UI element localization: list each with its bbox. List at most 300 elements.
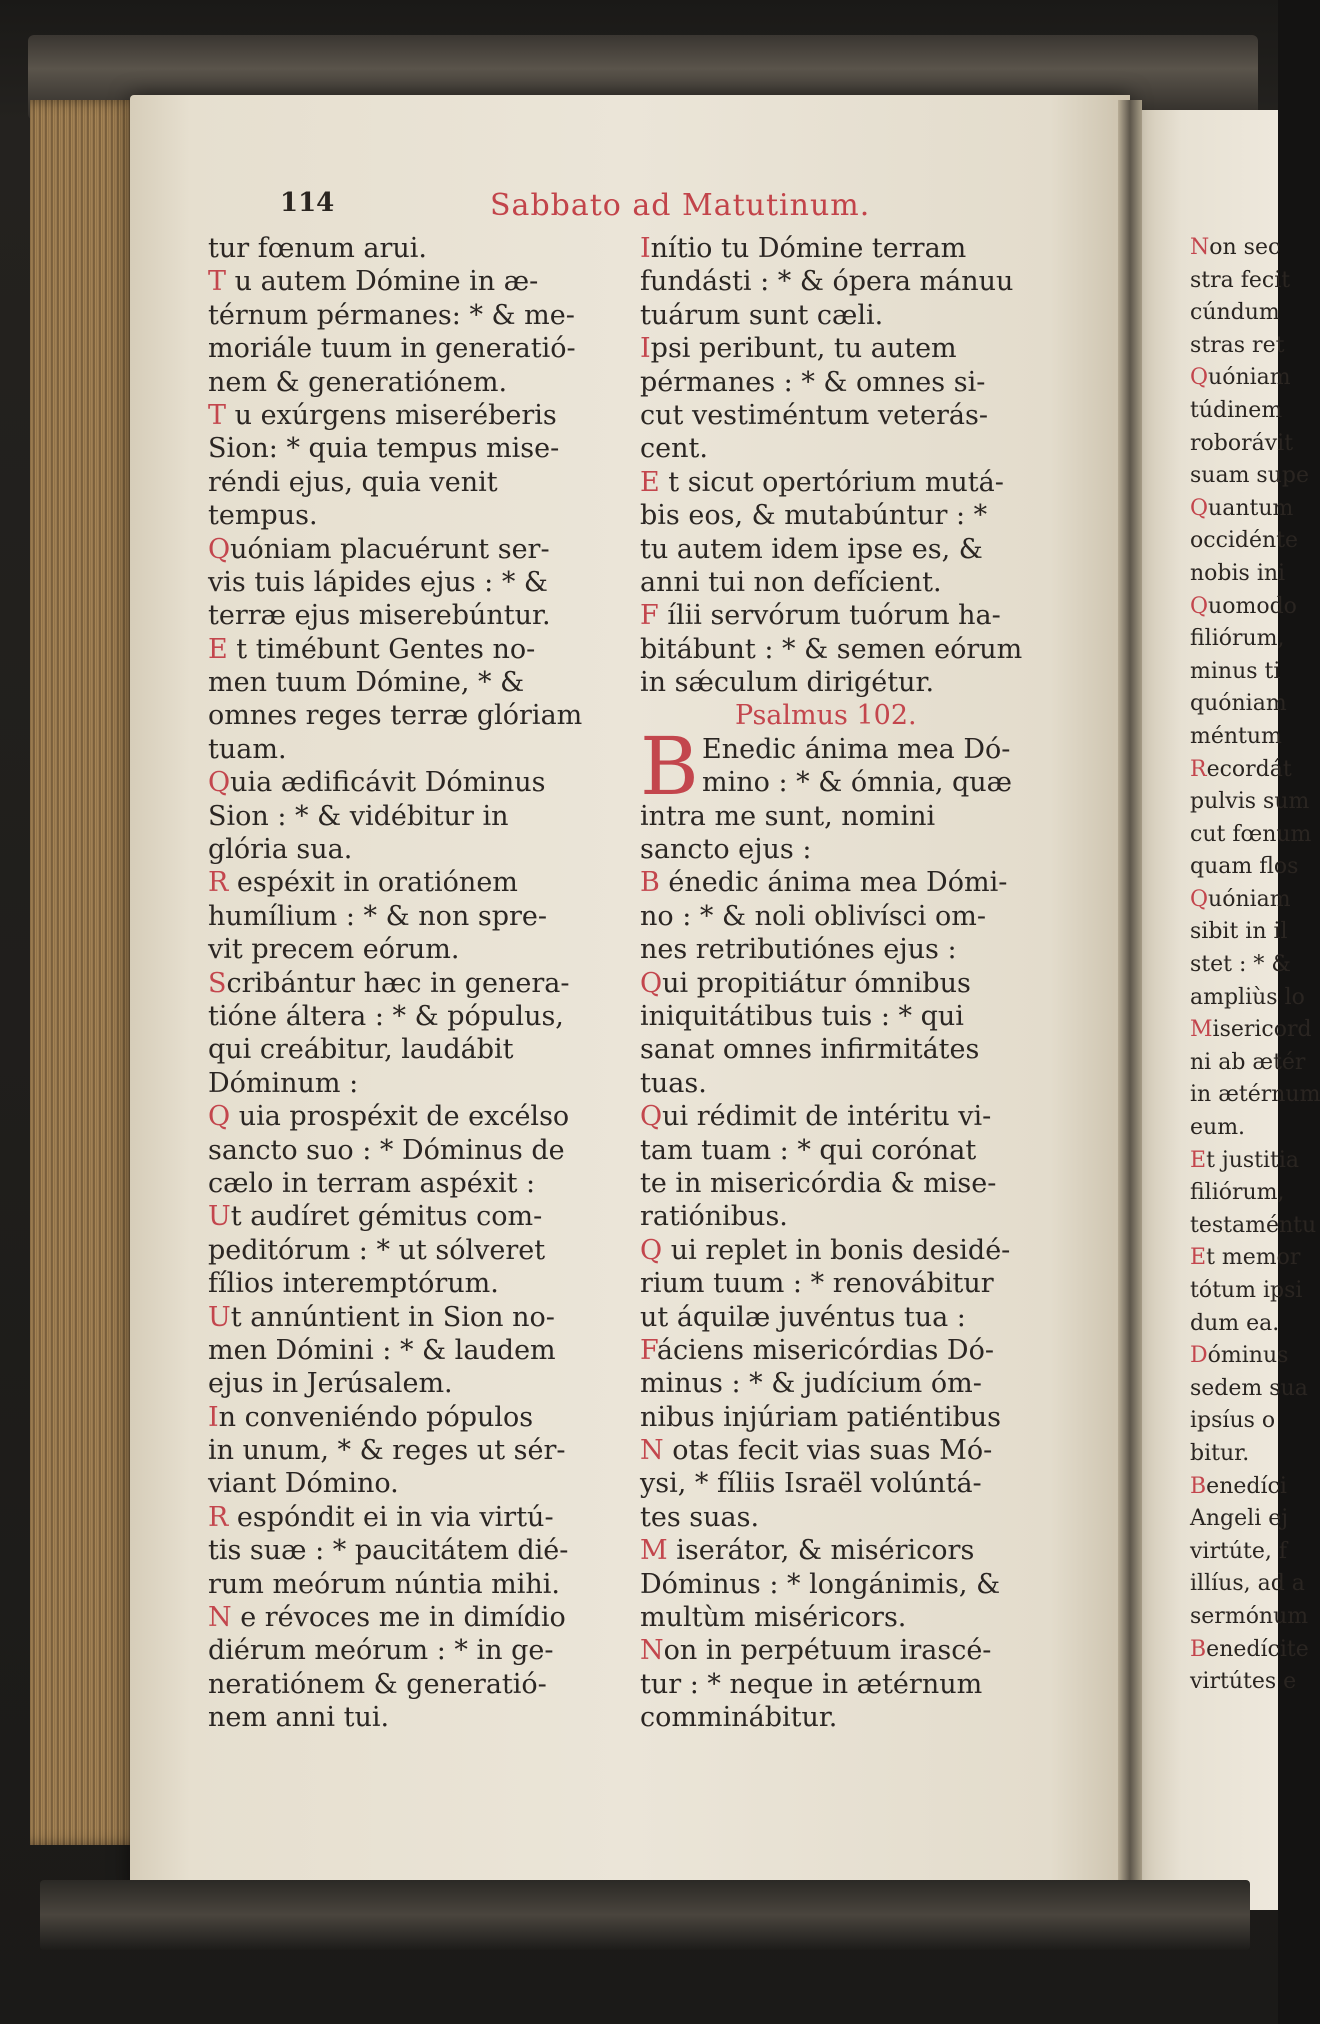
line-text: tes suas.: [640, 1501, 760, 1533]
line-text: pérmanes : * & omnes si-: [640, 366, 986, 398]
line-text: enedícite: [1206, 1636, 1309, 1662]
line-text: moriále tuum in generatió-: [208, 333, 576, 365]
text-line: [208, 1401, 628, 1434]
line-text: ecordát: [1206, 756, 1292, 782]
rubric-initial: Q: [1190, 495, 1209, 521]
rubric-initial: R: [208, 1501, 229, 1533]
rubric-initial: U: [208, 1301, 231, 1333]
line-text: Dóminus : * longánimis, &: [640, 1568, 1001, 1600]
line-text: neratiónem & generatió-: [208, 1668, 547, 1700]
line-text: virtúte, f: [1190, 1538, 1287, 1564]
text-line: [1190, 1536, 1287, 1569]
line-text: rium tuum : * renovábitur: [640, 1268, 994, 1300]
line-text: espóndit ei in via virtú-: [228, 1501, 554, 1533]
text-line: [640, 1568, 1058, 1601]
line-text: tióne áltera : * & pópulus,: [208, 1000, 564, 1032]
line-text: e révoces me in dimídio: [231, 1602, 566, 1634]
line-text: tur fœnum arui.: [208, 233, 427, 264]
line-text: comminábitur.: [640, 1702, 838, 1734]
rubric-initial: E: [208, 633, 228, 665]
text-line: [1190, 1601, 1309, 1634]
text-line: [640, 1601, 1058, 1634]
line-text: sedem sua: [1190, 1375, 1308, 1401]
line-text: sermónum: [1190, 1603, 1309, 1629]
text-line: [640, 1634, 1058, 1667]
rubric-initial: Q: [1190, 365, 1209, 391]
line-text: t justitia: [1206, 1147, 1300, 1173]
text-line: [208, 1301, 628, 1334]
rubric-initial: F: [640, 1334, 657, 1366]
text-line: [640, 1701, 1058, 1734]
psalm-heading: Psalmus 102.: [735, 700, 917, 732]
line-text: sanat omnes infirmitátes: [640, 1034, 980, 1066]
rubric-initial: Q: [208, 767, 231, 799]
running-head-title: Sabbato ad Matutinum.: [490, 188, 871, 223]
text-line: [640, 232, 1058, 265]
text-line: [208, 1267, 628, 1300]
book-gutter: [1118, 100, 1142, 1890]
rubric-initial: F: [640, 600, 659, 632]
line-text: testaméntu: [1190, 1212, 1317, 1238]
text-line: [640, 1501, 1058, 1534]
text-line: [208, 699, 628, 732]
text-line: [640, 499, 1058, 532]
line-text: suam supe: [1190, 463, 1309, 489]
text-line: [1190, 1308, 1280, 1341]
rubric-initial: T: [208, 266, 227, 298]
line-text: ipsíus o: [1190, 1408, 1276, 1434]
rubric-initial: M: [640, 1535, 668, 1567]
text-line: [1190, 1242, 1301, 1275]
text-line: [640, 800, 1058, 833]
text-line: [640, 265, 1058, 298]
text-line: [1190, 1047, 1306, 1080]
text-line: [1190, 982, 1305, 1015]
rubric-initial: E: [1190, 1245, 1207, 1271]
text-line: [640, 900, 1058, 933]
text-line: [1190, 1177, 1285, 1210]
line-text: on in perpétuum irascé-: [663, 1635, 992, 1667]
text-line: [208, 466, 628, 499]
line-text: cent.: [640, 433, 708, 465]
line-text: nem & generatiónem.: [208, 366, 508, 398]
line-text: peditórum : * ut sólveret: [208, 1234, 546, 1266]
book-bottom-edge: [40, 1880, 1250, 1950]
line-text: ratiónibus.: [640, 1201, 788, 1233]
text-line: [640, 1668, 1058, 1701]
text-line: [640, 1200, 1058, 1233]
text-line: [208, 733, 628, 766]
line-text: Sion : * & vidébitur in: [208, 800, 509, 832]
line-text: glória sua.: [208, 834, 353, 866]
line-text: eum.: [1190, 1115, 1246, 1141]
text-line: [640, 633, 1058, 666]
line-text: tótum ipsi: [1190, 1278, 1303, 1303]
line-text: illíus, ad a: [1190, 1571, 1305, 1597]
line-text: espéxit in oratiónem: [228, 867, 518, 899]
text-line: [1190, 1568, 1305, 1601]
text-line: [1190, 688, 1287, 721]
line-text: cut vestiméntum veterás-: [640, 399, 988, 431]
line-text: t memor: [1206, 1245, 1301, 1271]
text-line: [640, 967, 1058, 1000]
line-text: bitur.: [1190, 1440, 1250, 1466]
line-text: u exúrgens miseréberis: [226, 399, 557, 431]
line-text: roborávit: [1190, 430, 1294, 456]
text-line: [208, 1000, 628, 1033]
text-line: [1190, 851, 1299, 884]
line-text: cúndum: [1190, 300, 1280, 326]
line-text: ampliùs lo: [1190, 984, 1305, 1010]
line-text: nítio tu Dómine terram: [650, 233, 967, 264]
text-line: [1190, 395, 1283, 428]
line-text: nes retributiónes ejus :: [640, 934, 957, 966]
text-line: [208, 1167, 628, 1200]
text-line: [208, 299, 628, 332]
line-text: humílium : * & non spre-: [208, 900, 548, 932]
line-text: iserátor, & miséricors: [667, 1535, 975, 1567]
text-line: [1190, 232, 1280, 265]
text-line: [1190, 1112, 1280, 1145]
line-text: uantum: [1208, 495, 1294, 521]
line-text: sancto suo : * Dóminus de: [208, 1134, 565, 1166]
line-text: terræ ejus miserebúntur.: [208, 600, 551, 632]
line-text: filiórum,: [1190, 626, 1285, 652]
line-text: dum ea.: [1190, 1310, 1280, 1336]
line-text: ejus in Jerúsalem.: [208, 1368, 453, 1400]
line-text: virtútes e: [1190, 1669, 1297, 1695]
line-text: áciens misericórdias Dó-: [656, 1334, 994, 1366]
text-line: [208, 1668, 628, 1701]
text-line: [1190, 1438, 1280, 1471]
text-line: [640, 1033, 1058, 1066]
line-text: on sec: [1209, 235, 1281, 260]
text-line: [1190, 362, 1291, 395]
rubric-initial: N: [640, 1635, 664, 1667]
text-line: [1190, 656, 1280, 689]
line-text: tu autem idem ipse es, &: [640, 533, 983, 565]
line-text: minus : * & judícium óm-: [640, 1368, 982, 1400]
text-line: [1190, 1145, 1300, 1178]
text-line: [640, 566, 1058, 599]
line-text: túdinem: [1190, 397, 1283, 423]
line-text: multùm miséricors.: [640, 1602, 907, 1634]
line-text: t timébunt Gentes no-: [227, 633, 536, 665]
text-line: [640, 933, 1058, 966]
line-text: sibit in il: [1190, 919, 1288, 945]
line-text: uóniam: [1208, 365, 1291, 391]
line-text: fundásti : * & ópera mánuu: [640, 266, 1014, 298]
line-text: cælo in terram aspéxit :: [208, 1167, 536, 1199]
line-text: tam tuam : * qui corónat: [640, 1134, 977, 1166]
text-line: [1190, 297, 1280, 330]
text-line: [640, 1267, 1058, 1300]
psalm-opening: [640, 719, 1058, 813]
line-text: tis suæ : * paucitátem dié-: [208, 1535, 569, 1567]
rubric-initial: N: [640, 1435, 664, 1467]
text-line: [1190, 786, 1310, 819]
line-text: ui propitiátur ómnibus: [662, 967, 971, 999]
left-text-column: [208, 232, 628, 1735]
rubric-initial: Q: [1190, 886, 1209, 912]
line-text: te in misericórdia & mise-: [640, 1167, 997, 1199]
rubric-initial: N: [1190, 235, 1210, 260]
line-text: nobis ini: [1190, 560, 1286, 586]
line-text: t annúntient in Sion no-: [230, 1301, 555, 1333]
text-line: [640, 1401, 1058, 1434]
rubric-initial: Q: [208, 533, 231, 565]
line-text: ui rédimit de intéritu vi-: [662, 1101, 992, 1133]
line-text: in ætérnum: [1190, 1082, 1320, 1108]
line-text: viant Dómino.: [208, 1468, 399, 1500]
text-line: [208, 533, 628, 566]
line-text: rum meórum núntia mihi.: [208, 1568, 560, 1600]
text-line: [1190, 558, 1286, 591]
line-text: tuas.: [640, 1067, 707, 1099]
text-line: [1190, 525, 1299, 558]
rubric-initial: R: [208, 867, 229, 899]
line-text: diérum meórum : * in ge-: [208, 1635, 554, 1667]
text-line: [208, 900, 628, 933]
line-text: Dóminum :: [208, 1067, 359, 1099]
text-line: [208, 399, 628, 432]
text-line: [640, 1067, 1058, 1100]
line-text: qui creábitur, laudábit: [208, 1034, 514, 1066]
text-line: [208, 1100, 628, 1133]
line-text: ni ab ætér: [1190, 1049, 1306, 1075]
rubric-initial: B: [640, 867, 660, 899]
line-text: otas fecit vias suas Mó-: [663, 1435, 993, 1467]
text-line: [208, 866, 628, 899]
text-line: [208, 833, 628, 866]
line-text: tempus.: [208, 500, 318, 532]
line-text: t sicut opertórium mutá-: [659, 466, 1004, 498]
text-line: [640, 1100, 1058, 1133]
line-text: sancto ejus :: [640, 834, 812, 866]
line-text: in sǽculum dirigétur.: [640, 667, 935, 699]
line-text: uomodo: [1208, 593, 1297, 619]
text-line: [1190, 623, 1285, 656]
text-line: [1190, 1079, 1320, 1112]
text-line: [208, 1568, 628, 1601]
text-line: [208, 1067, 628, 1100]
text-line: [208, 1134, 628, 1167]
text-line: [640, 833, 1058, 866]
text-line: [640, 1534, 1058, 1567]
text-line: [640, 599, 1058, 632]
text-line: [208, 599, 628, 632]
page-number: 114: [280, 188, 335, 218]
text-line: [208, 766, 628, 799]
text-line: [1190, 1014, 1312, 1047]
line-text: ílii servórum tuórum ha-: [658, 600, 1001, 632]
right-column-lower: [640, 800, 1058, 1735]
line-text: men Dómini : * & laudem: [208, 1334, 556, 1366]
line-text: bitábunt : * & semen eórum: [640, 633, 1023, 665]
line-text: vit precem eórum.: [208, 934, 460, 966]
text-line: [640, 533, 1058, 566]
line-text: quam flos: [1190, 854, 1299, 880]
line-text: uia prospéxit de excélso: [230, 1101, 570, 1133]
line-text: quóniam: [1190, 691, 1287, 717]
text-line: [1190, 1275, 1303, 1308]
line-text: men tuum Dómine, * &: [208, 667, 525, 699]
right-column-upper: [640, 232, 1058, 699]
text-line: [640, 366, 1058, 399]
line-text: anni tui non defícient.: [640, 566, 942, 598]
line-text: tur : * neque in ætérnum: [640, 1668, 983, 1700]
text-line: [1190, 1503, 1289, 1536]
line-text: nibus injúriam patiéntibus: [640, 1401, 1001, 1433]
line-text: stras ret: [1190, 332, 1285, 358]
line-text: nem anni tui.: [208, 1702, 390, 1734]
text-line: [208, 933, 628, 966]
text-line: [208, 566, 628, 599]
text-line: [640, 1367, 1058, 1400]
rubric-initial: B: [1190, 1473, 1207, 1499]
line-text: minus ti: [1190, 658, 1281, 684]
line-text: ut áquilæ juvéntus tua :: [640, 1301, 966, 1333]
text-line: [1190, 884, 1291, 917]
text-line: [208, 1467, 628, 1500]
text-line: [640, 399, 1058, 432]
rubric-initial: T: [208, 399, 227, 431]
text-line: [1190, 819, 1312, 852]
rubric-initial: I: [640, 233, 651, 264]
line-text: intra me sunt, nomini: [640, 800, 936, 832]
text-line: [208, 1234, 628, 1267]
text-line: [208, 800, 628, 833]
text-line: [640, 1167, 1058, 1200]
text-line: [1190, 1373, 1308, 1406]
line-text: Angeli ej: [1190, 1506, 1289, 1532]
line-text: omnes reges terræ glóriam: [208, 700, 583, 732]
text-line: [208, 1601, 628, 1634]
line-text: méntum: [1190, 723, 1282, 749]
line-text: stet : * &: [1190, 952, 1291, 978]
rubric-initial: S: [208, 967, 227, 999]
line-text: occidénte: [1190, 528, 1299, 554]
line-text: stra fecit: [1190, 267, 1291, 293]
text-line: [1190, 721, 1280, 754]
line-text: t audíret gémitus com-: [230, 1201, 543, 1233]
text-line: [640, 1000, 1058, 1033]
line-text: no : * & noli oblivísci om-: [640, 900, 986, 932]
line-text: u autem Dómine in æ-: [226, 266, 539, 298]
text-line: [208, 666, 628, 699]
text-line: [208, 1501, 628, 1534]
text-line: [1190, 1405, 1280, 1438]
text-line: [208, 633, 628, 666]
text-line: [1190, 1210, 1317, 1243]
rubric-initial: B: [1190, 1636, 1207, 1662]
text-line: [640, 1301, 1058, 1334]
text-line: [208, 1534, 628, 1567]
line-text: bis eos, & mutabúntur : *: [640, 500, 988, 532]
line-text: in unum, * & reges ut sér-: [208, 1435, 566, 1467]
line-text: uóniam placuérunt ser-: [230, 533, 550, 565]
rubric-initial: Q: [640, 1101, 663, 1133]
line-text: tuárum sunt cæli.: [640, 299, 884, 331]
line-text: cribántur hæc in genera-: [226, 967, 570, 999]
facing-page-column: [1190, 232, 1320, 1699]
text-line: [208, 1200, 628, 1233]
psalm-second-line: mino : * & ómnia, quæ: [702, 767, 1013, 799]
psalm-first-line: Enedic ánima mea Dó-: [702, 733, 1011, 765]
line-text: vis tuis lápides ejus : * &: [208, 566, 548, 598]
line-text: fílios interemptórum.: [208, 1268, 499, 1300]
text-line: [1190, 1666, 1297, 1699]
text-line: [208, 432, 628, 465]
text-line: [1190, 265, 1291, 298]
rubric-initial: Q: [1190, 593, 1209, 619]
rubric-initial: N: [208, 1602, 232, 1634]
text-line: [208, 967, 628, 1000]
psalm-drop-capital: B: [640, 719, 699, 813]
text-line: [1190, 493, 1294, 526]
text-line: [640, 866, 1058, 899]
text-line: [208, 232, 628, 265]
text-line: [1190, 1471, 1287, 1504]
text-line: [208, 1334, 628, 1367]
rubric-initial: R: [1190, 756, 1207, 782]
rubric-initial: I: [208, 1401, 219, 1433]
text-line: [640, 1334, 1058, 1367]
text-line: [1190, 1340, 1289, 1373]
rubric-initial: E: [640, 466, 660, 498]
text-line: [208, 1701, 628, 1734]
line-text: ysi, * fíliis Israël volúntá-: [640, 1468, 982, 1500]
rubric-initial: Q: [640, 967, 663, 999]
text-line: [1190, 591, 1297, 624]
line-text: tuam.: [208, 733, 287, 765]
text-line: [640, 1434, 1058, 1467]
rubric-initial: U: [208, 1201, 231, 1233]
text-line: [208, 1033, 628, 1066]
text-line: [640, 432, 1058, 465]
text-line: [1190, 754, 1292, 787]
line-text: uia ædificávit Dóminus: [230, 767, 546, 799]
rubric-initial: M: [1190, 1017, 1213, 1043]
text-line: [1190, 916, 1288, 949]
line-text: pulvis sum: [1190, 789, 1310, 815]
line-text: iniquitátibus tuis : * qui: [640, 1000, 964, 1032]
text-line: [208, 366, 628, 399]
text-line: [640, 1467, 1058, 1500]
text-line: [640, 1134, 1058, 1167]
line-text: filiórum,: [1190, 1180, 1285, 1206]
rubric-initial: Q: [640, 1234, 663, 1266]
text-line: [640, 1234, 1058, 1267]
line-text: psi peribunt, tu autem: [650, 333, 957, 365]
line-text: enedíci: [1206, 1473, 1287, 1499]
rubric-initial: Q: [208, 1101, 231, 1133]
line-text: réndi ejus, quia venit: [208, 466, 498, 498]
text-line: [208, 1634, 628, 1667]
text-line: [1190, 1634, 1309, 1667]
line-text: cut fœnum: [1190, 821, 1312, 847]
text-line: [640, 332, 1058, 365]
line-text: Sion: * quia tempus mise-: [208, 433, 560, 465]
text-line: [208, 1434, 628, 1467]
line-text: isericord: [1212, 1017, 1312, 1043]
text-line: [1190, 330, 1285, 363]
text-line: [1190, 460, 1309, 493]
line-text: uóniam: [1208, 886, 1291, 912]
right-text-column: [640, 232, 1058, 1735]
text-line: [208, 265, 628, 298]
line-text: térnum pérmanes: * & me-: [208, 299, 575, 331]
